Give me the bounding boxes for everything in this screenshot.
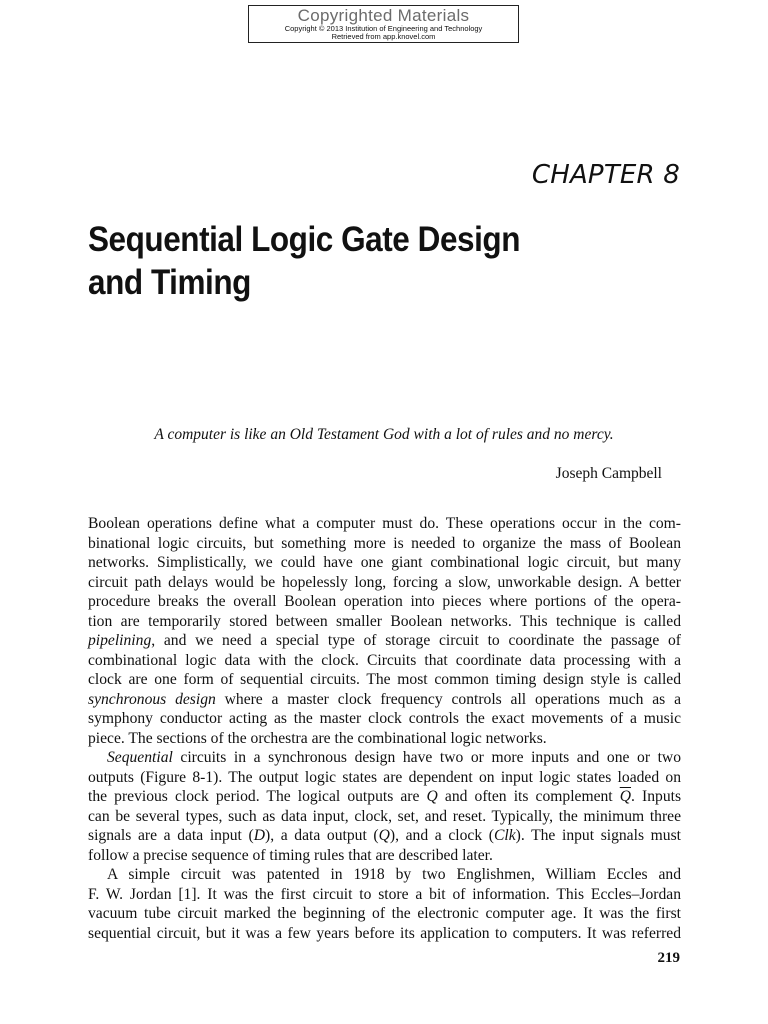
term-pipelining: pipelining — [88, 632, 152, 649]
body-line-text: . Inputs — [631, 788, 682, 805]
body-line-text: signals are a data input ( — [88, 827, 254, 844]
body-line: procedure breaks the overall Boolean operation into pieces where portions of the opera- — [88, 593, 681, 610]
body-line: circuit path delays would be hopelessly long, forcing a slow, unworkable design. A better — [88, 573, 681, 591]
body-line: tion are temporarily stored between smaller Boolean networks. This technique is called — [88, 612, 681, 630]
body-line-text: ). The input signals must — [515, 827, 681, 844]
body-line-text: and often its complement — [437, 788, 620, 805]
body-line: binational logic circuits, but something more is needed to organize the mass of Boolean — [88, 534, 681, 552]
body-line: symphony conductor acting as the master clock controls the exact movements of a music — [88, 710, 681, 727]
body-line — [88, 826, 681, 846]
body-line: follow a precise sequence of timing rules that are described later. — [88, 846, 493, 864]
body-line-text: ), and a clock ( — [389, 827, 494, 844]
symbol-d: D — [253, 827, 265, 844]
symbol-q: Q — [426, 788, 438, 805]
body-line — [88, 690, 681, 710]
body-line-text: circuits in a synchronous design have two or more inputs and one or two — [172, 749, 681, 766]
copyright-stamp — [248, 5, 519, 43]
body-line: clock are one form of sequential circuits. The most common timing design style is called — [88, 671, 681, 688]
body-line: vacuum tube circuit marked the beginning of the electronic computer age. It was the first — [88, 905, 681, 922]
body-line-text: ), a data output ( — [265, 827, 379, 844]
symbol-clk: Clk — [493, 827, 516, 844]
chapter-title-line-2: and Timing — [88, 263, 251, 302]
body-line: A simple circuit was patented in 1918 by two Englishmen, William Eccles and — [107, 866, 681, 883]
term-sequential: Sequential — [107, 749, 173, 766]
term-synchronous-design: synchronous design — [88, 690, 216, 708]
chapter-title — [88, 218, 592, 304]
copyright-stamp-source: Retrieved from app.knovel.com — [331, 32, 436, 41]
epigraph-quote: A computer is like an Old Testament God with a lot of rules and no mercy. — [154, 426, 614, 443]
body-line — [88, 787, 681, 807]
copyright-stamp-line: Copyright © 2013 Institution of Engineering and Technology — [284, 24, 483, 33]
body-line: can be several types, such as data input, clock, set, and reset. Typically, the minimum three — [88, 807, 681, 825]
body-line: piece. The sections of the orchestra are the combinational logic networks. — [88, 729, 547, 747]
body-line: networks. Simplistically, we could have one giant combinational logic circuit, but many — [88, 554, 681, 571]
body-line: Boolean operations define what a computer must do. These operations occur in the com- — [88, 515, 681, 532]
body-line-text: where a master clock frequency controls all operations much as a — [215, 690, 681, 708]
chapter-label: CHAPTER 8 — [531, 160, 680, 190]
body-line: F. W. Jordan [1]. It was the first circuit to store a bit of information. This Eccles–Jordan — [88, 885, 681, 903]
body-text — [88, 514, 681, 943]
body-line: sequential circuit, but it was a few years before its application to computers. It was referred — [88, 924, 681, 942]
copyright-stamp-title: Copyrighted Materials — [297, 6, 470, 25]
body-line: outputs (Figure 8-1). The output logic states are dependent on input logic states loaded on — [88, 768, 681, 786]
symbol-q: Q — [378, 827, 390, 844]
body-line — [88, 748, 681, 768]
page-number: 219 — [657, 950, 680, 966]
body-line: combinational logic data with the clock. Circuits that coordinate data processing with a — [88, 651, 681, 669]
chapter-title-line-1: Sequential Logic Gate Design — [88, 220, 520, 259]
body-line-text: , and we need a special type of storage circuit to coordinate the passage of — [151, 632, 681, 649]
symbol-q-bar: $\overline{Q}$ — [619, 788, 632, 805]
body-line-text: the previous clock period. The logical outputs are — [88, 788, 427, 805]
body-line — [88, 631, 681, 651]
epigraph-author: Joseph Campbell — [555, 465, 662, 482]
